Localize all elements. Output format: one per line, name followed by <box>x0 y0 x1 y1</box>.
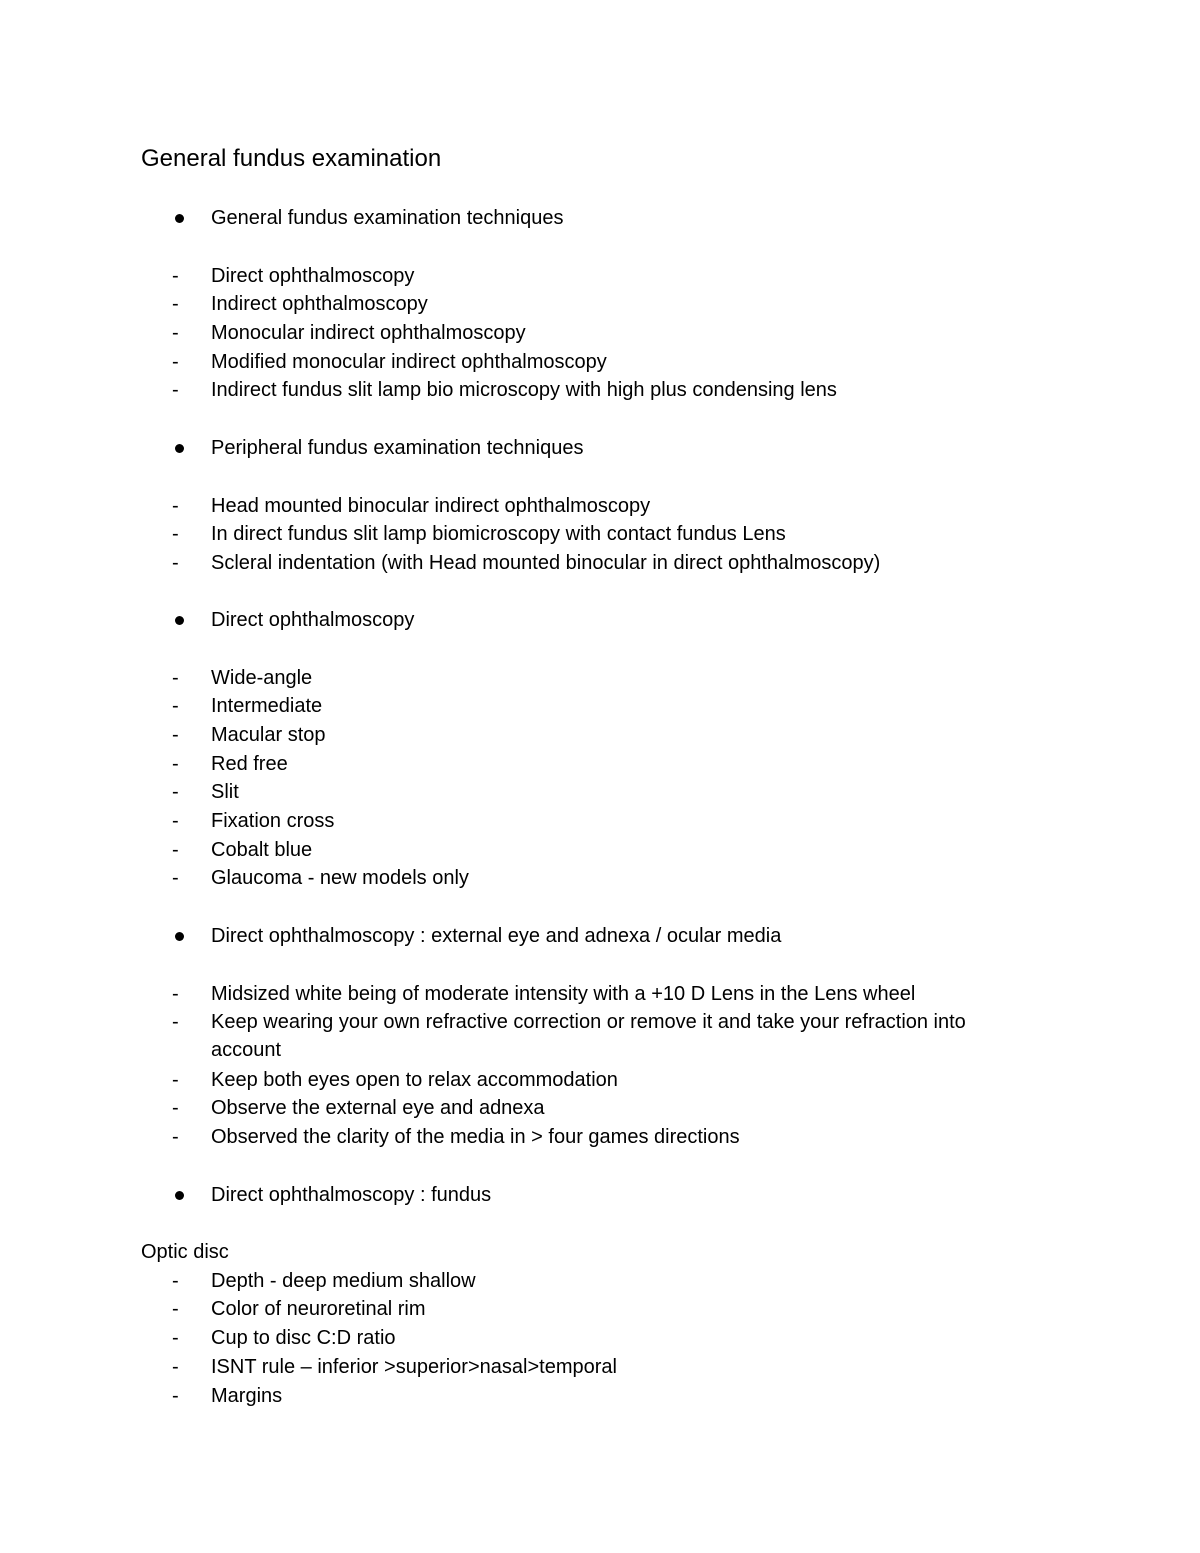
dash-marker: - <box>172 379 179 401</box>
list-item-text: Color of neuroretinal rim <box>211 1298 426 1320</box>
dash-marker: - <box>172 983 179 1005</box>
list-item <box>0 836 1200 864</box>
list-item-text: Depth - deep medium shallow <box>211 1270 476 1292</box>
list-item-text: Midsized white being of moderate intensity with a +10 D Lens in the Lens wheel <box>211 983 916 1005</box>
dash-marker: - <box>172 1298 179 1320</box>
dash-marker: - <box>172 1011 179 1033</box>
list-item <box>0 520 1200 548</box>
list-item-text: Keep wearing your own refractive correction or remove it and take your refraction into account <box>211 1011 966 1061</box>
section-heading-text: Direct ophthalmoscopy : fundus <box>211 1184 492 1206</box>
dash-marker: - <box>172 495 179 517</box>
list-item-text: Fixation cross <box>211 810 335 832</box>
dash-marker: - <box>172 810 179 832</box>
list-item-text: Macular stop <box>211 724 326 746</box>
bullet-dot-icon <box>175 444 184 453</box>
section-heading-text: Direct ophthalmoscopy : external eye and adnexa / ocular media <box>211 925 782 947</box>
dash-marker: - <box>172 351 179 373</box>
bullet-dot-icon <box>175 214 184 223</box>
list-item <box>0 664 1200 692</box>
dash-marker: - <box>172 265 179 287</box>
list-item-text: Margins <box>211 1385 283 1407</box>
dash-marker: - <box>172 781 179 803</box>
dash-marker: - <box>172 1097 179 1119</box>
document-title: General fundus examination <box>141 145 442 172</box>
dash-marker: - <box>172 1126 179 1148</box>
list-item <box>0 1267 1200 1295</box>
list-item-text: Red free <box>211 753 288 775</box>
list-item-text: Observed the clarity of the media in > four games directions <box>211 1126 740 1148</box>
dash-marker: - <box>172 753 179 775</box>
dash-marker: - <box>172 322 179 344</box>
section-heading-fundus <box>0 1181 1200 1209</box>
dash-marker: - <box>172 1270 179 1292</box>
list-item <box>0 1008 1200 1066</box>
section-heading-direct-ophthalmoscopy <box>0 606 1200 634</box>
list-item <box>0 750 1200 778</box>
list-item-text: Keep both eyes open to relax accommodation <box>211 1069 618 1091</box>
section-heading-peripheral-techniques <box>0 434 1200 462</box>
bullet-dot-icon <box>175 1191 184 1200</box>
list-item <box>0 262 1200 290</box>
bullet-dot-icon <box>175 932 184 941</box>
list-item-text: Scleral indentation (with Head mounted binocular in direct ophthalmoscopy) <box>211 552 881 574</box>
list-item <box>0 319 1200 347</box>
list-item-text: Observe the external eye and adnexa <box>211 1097 545 1119</box>
dash-marker: - <box>172 1385 179 1407</box>
list-item-text: Wide-angle <box>211 667 313 689</box>
list-item <box>0 549 1200 577</box>
list-item <box>0 1353 1200 1381</box>
list-item <box>0 1123 1200 1151</box>
list-item <box>0 980 1200 1008</box>
list-item <box>0 1066 1200 1094</box>
list-item <box>0 778 1200 806</box>
list-item <box>0 1094 1200 1122</box>
list-item <box>0 376 1200 404</box>
list-item <box>0 348 1200 376</box>
dash-marker: - <box>172 695 179 717</box>
dash-marker: - <box>172 839 179 861</box>
dash-marker: - <box>172 552 179 574</box>
list-item <box>0 721 1200 749</box>
list-item-text: Head mounted binocular indirect ophthalmoscopy <box>211 495 651 517</box>
dash-marker: - <box>172 1327 179 1349</box>
section-heading-external-eye <box>0 922 1200 950</box>
list-item-text: Indirect ophthalmoscopy <box>211 293 428 315</box>
list-item-text: Direct ophthalmoscopy <box>211 265 415 287</box>
list-item-text: Intermediate <box>211 695 323 717</box>
list-item <box>0 692 1200 720</box>
list-item-text: In direct fundus slit lamp biomicroscopy with contact fundus Lens <box>211 523 786 545</box>
dash-marker: - <box>172 523 179 545</box>
dash-marker: - <box>172 667 179 689</box>
list-item-text: ISNT rule – inferior >superior>nasal>temporal <box>211 1356 617 1378</box>
list-item <box>0 1324 1200 1352</box>
section-heading-general-techniques <box>0 204 1200 232</box>
list-item-text: Cobalt blue <box>211 839 313 861</box>
dash-marker: - <box>172 867 179 889</box>
optic-disc-label: Optic disc <box>141 1241 229 1263</box>
bullet-dot-icon <box>175 616 184 625</box>
list-item-text: Indirect fundus slit lamp bio microscopy with high plus condensing lens <box>211 379 837 401</box>
list-item <box>0 864 1200 892</box>
section-heading-text: General fundus examination techniques <box>211 207 564 229</box>
section-heading-text: Direct ophthalmoscopy <box>211 609 415 631</box>
list-item <box>0 1295 1200 1323</box>
list-item-text: Slit <box>211 781 239 803</box>
list-item <box>0 290 1200 318</box>
dash-marker: - <box>172 724 179 746</box>
section-heading-text: Peripheral fundus examination techniques <box>211 437 584 459</box>
list-item <box>0 1382 1200 1410</box>
dash-marker: - <box>172 293 179 315</box>
list-item <box>0 807 1200 835</box>
list-item-text: Glaucoma - new models only <box>211 867 469 889</box>
list-item <box>0 492 1200 520</box>
list-item-text: Monocular indirect ophthalmoscopy <box>211 322 526 344</box>
list-item-text: Modified monocular indirect ophthalmoscopy <box>211 351 607 373</box>
dash-marker: - <box>172 1356 179 1378</box>
dash-marker: - <box>172 1069 179 1091</box>
list-item-text: Cup to disc C:D ratio <box>211 1327 396 1349</box>
